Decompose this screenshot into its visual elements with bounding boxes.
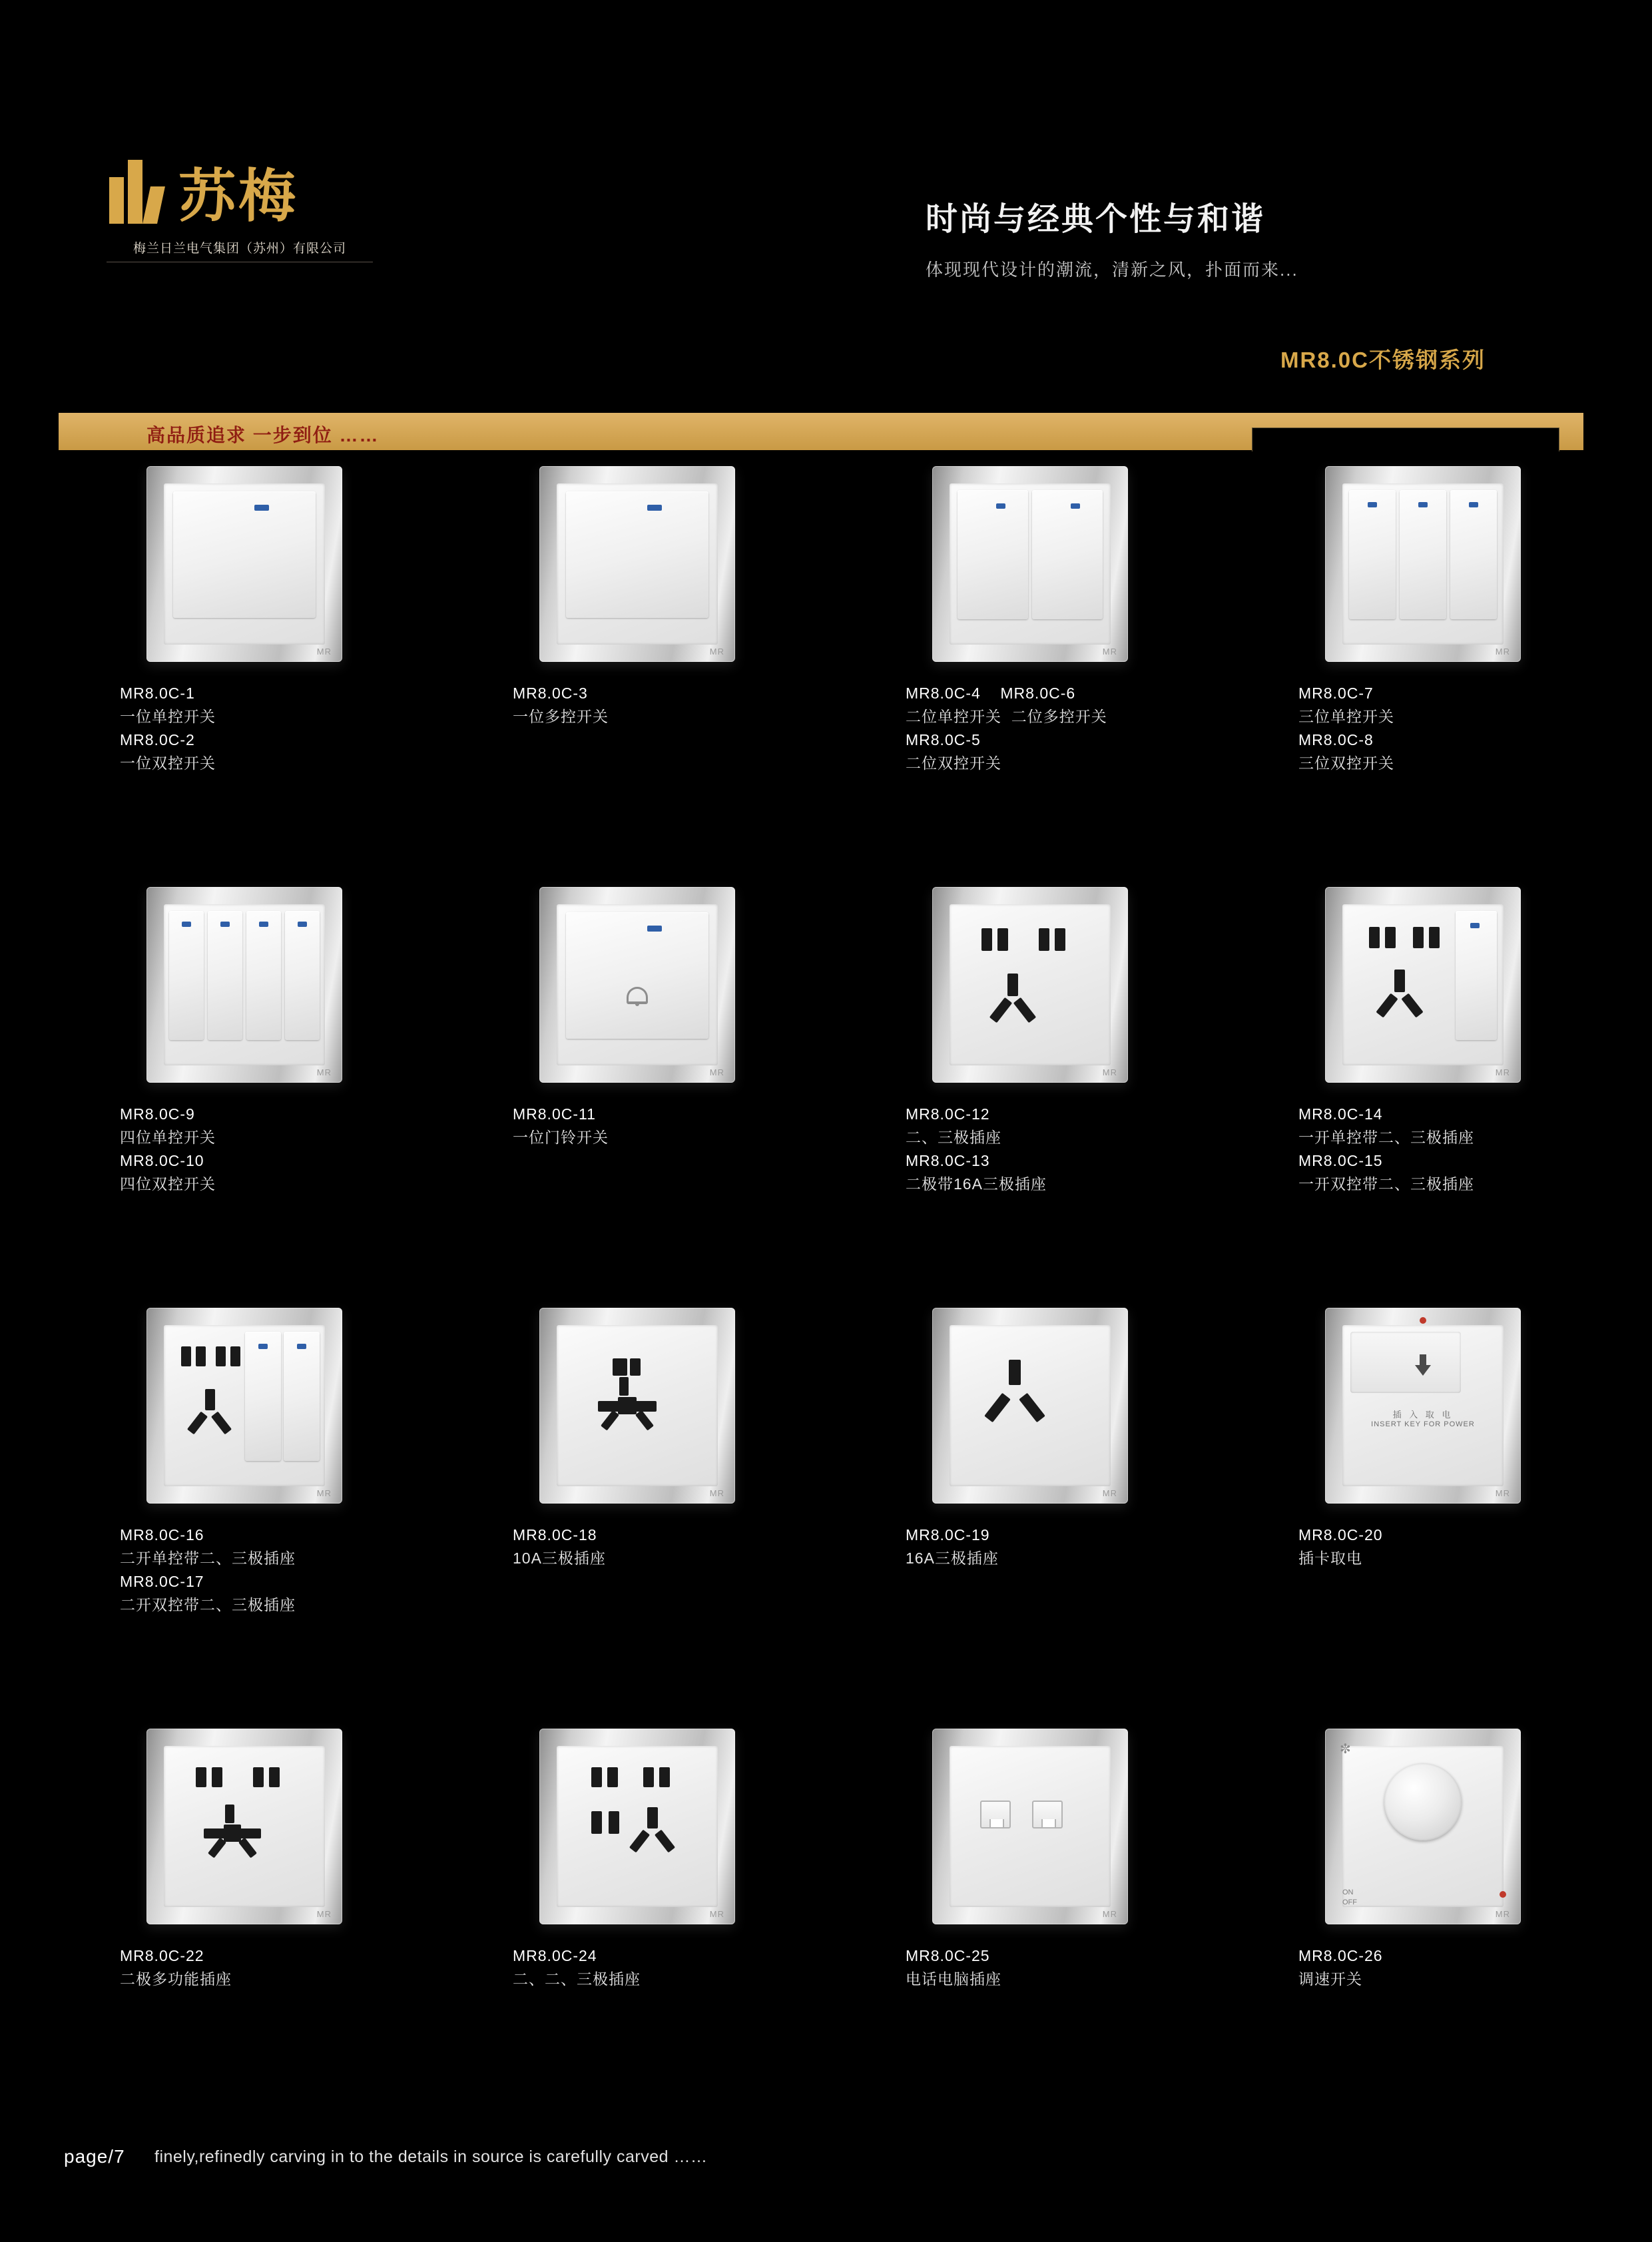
two-three-pole-socket-icon: MR	[932, 887, 1132, 1087]
telephone-computer-socket-icon: MR	[932, 1729, 1132, 1928]
product-grid	[0, 466, 1652, 2149]
product-caption: MR8.0C-3 一位多控开关	[513, 685, 609, 725]
product-cell[interactable]	[1298, 1729, 1652, 2141]
product-cell[interactable]	[120, 1308, 506, 1721]
two-gang-switch-icon: MR	[932, 466, 1132, 666]
fan-icon: ✼	[1340, 1742, 1351, 1757]
product-cell[interactable]	[906, 887, 1292, 1300]
product-caption: MR8.0C-26 调速开关	[1298, 1947, 1383, 1988]
page-title: 时尚与经典个性与和谐	[926, 202, 1266, 237]
product-row	[0, 1308, 1652, 1729]
product-caption: MR8.0C-20 插卡取电	[1298, 1526, 1383, 1567]
page-footer	[0, 2142, 1652, 2182]
product-caption: MR8.0C-14 一开单控带二、三极插座 MR8.0C-15 一开双控带二、三极插座	[1298, 1105, 1474, 1193]
card-switch-cn-label: 插 入 取 电	[1392, 1410, 1454, 1420]
product-cell[interactable]	[120, 887, 506, 1300]
product-caption: MR8.0C-24 二、二、三极插座	[513, 1947, 641, 1988]
product-caption: MR8.0C-19 16A三极插座	[906, 1526, 999, 1567]
product-row	[0, 466, 1652, 887]
product-caption: MR8.0C-4 MR8.0C-6 二位单控开关 二位多控开关 MR8.0C-5 二位双控开关	[906, 685, 1107, 772]
product-caption: MR8.0C-7 三位单控开关 MR8.0C-8 三位双控开关	[1298, 685, 1394, 772]
page-subtitle: 体现现代设计的潮流，清新之风，扑面而来...	[926, 260, 1298, 280]
brand-name: 苏梅	[178, 162, 298, 230]
multifunction-socket-icon: MR	[146, 1729, 346, 1928]
brand-company: 梅兰日兰电气集团（苏州）有限公司	[133, 242, 346, 256]
product-row	[0, 1729, 1652, 2149]
page-number: page/7	[64, 2146, 125, 2167]
product-cell[interactable]	[1298, 887, 1652, 1300]
product-caption: MR8.0C-25 电话电脑插座	[906, 1947, 1001, 1988]
product-caption: MR8.0C-9 四位单控开关 MR8.0C-10 四位双控开关	[120, 1105, 216, 1193]
footer-note: finely,refinedly carving in to the details in source is carefully carved ……	[154, 2147, 708, 2166]
product-cell[interactable]	[513, 1308, 899, 1721]
three-gang-switch-icon: MR	[1325, 466, 1525, 666]
product-caption: MR8.0C-12 二、三极插座 MR8.0C-13 二极带16A三极插座	[906, 1105, 1047, 1193]
product-caption: MR8.0C-11 一位门铃开关	[513, 1105, 609, 1146]
product-cell[interactable]	[513, 466, 899, 879]
four-gang-switch-icon: MR	[146, 887, 346, 1087]
headline-block	[926, 193, 1525, 281]
product-cell[interactable]	[120, 1729, 506, 2141]
product-cell[interactable]	[513, 1729, 899, 2141]
one-gang-one-way-switch-icon: MR	[146, 466, 346, 666]
dimmer-on-label: ON	[1342, 1888, 1354, 1897]
series-title: MR8.0C不锈钢系列	[1280, 348, 1486, 372]
product-cell[interactable]	[906, 1308, 1292, 1721]
two-two-three-pole-socket-icon: MR	[539, 1729, 739, 1928]
page-header	[0, 0, 1652, 400]
product-cell[interactable]	[1298, 1308, 1652, 1721]
dimmer-off-label: OFF	[1342, 1898, 1357, 1906]
product-cell[interactable]	[120, 466, 506, 879]
brand-logo	[107, 160, 400, 262]
fan-speed-dimmer-icon: ✼ ON OFF MR	[1325, 1729, 1525, 1928]
card-switch-en-label: INSERT KEY FOR POWER	[1371, 1420, 1475, 1428]
tagline-bar-notch	[1252, 427, 1559, 451]
three-pole-socket-16a-icon: MR	[932, 1308, 1132, 1508]
product-row	[0, 887, 1652, 1308]
product-caption: MR8.0C-22 二极多功能插座	[120, 1947, 232, 1988]
product-caption: MR8.0C-18 10A三极插座	[513, 1526, 606, 1567]
tagline-text: 高品质追求 一步到位 ……	[146, 425, 380, 445]
key-card-power-switch-icon: 插 入 取 电 INSERT KEY FOR POWER MR	[1325, 1308, 1525, 1508]
two-switch-with-socket-icon: MR	[146, 1308, 346, 1508]
product-cell[interactable]	[513, 887, 899, 1300]
switch-with-socket-icon: MR	[1325, 887, 1525, 1087]
doorbell-switch-icon: MR	[539, 887, 739, 1087]
product-caption: MR8.0C-1 一位单控开关 MR8.0C-2 一位双控开关	[120, 685, 216, 772]
product-caption: MR8.0C-16 二开单控带二、三极插座 MR8.0C-17 二开双控带二、三极插座	[120, 1526, 296, 1613]
product-cell[interactable]	[906, 466, 1292, 879]
logo-mark-icon	[107, 160, 168, 224]
product-cell[interactable]	[906, 1729, 1292, 2141]
product-cell[interactable]	[1298, 466, 1652, 879]
universal-socket-10a-icon: MR	[539, 1308, 739, 1508]
one-gang-multi-control-switch-icon: MR	[539, 466, 739, 666]
